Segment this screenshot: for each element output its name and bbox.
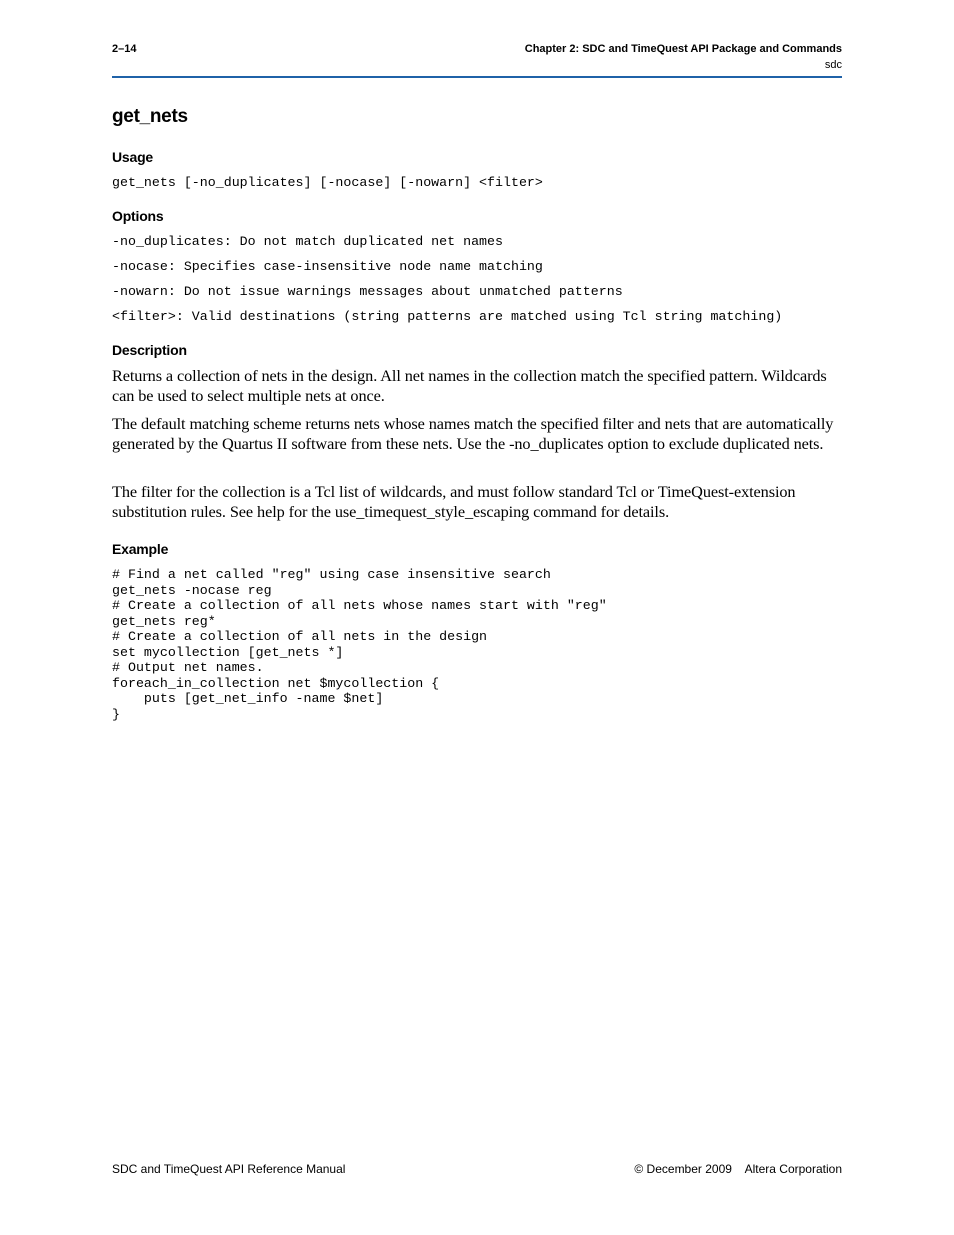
usage-heading: Usage (112, 149, 154, 165)
options-heading: Options (112, 208, 164, 224)
copyright: © December 2009 Altera Corporation (634, 1162, 842, 1176)
option-item: -no_duplicates: Do not match duplicated net names (112, 234, 503, 249)
option-item: -nowarn: Do not issue warnings messages about unmatched patterns (112, 284, 623, 299)
description-paragraph: Returns a collection of nets in the design. All net names in the collection match the specified pattern. Wildcards can be used to select multiple nets at once. (112, 366, 827, 405)
manual-title: SDC and TimeQuest API Reference Manual (112, 1162, 346, 1176)
description-paragraph: The default matching scheme returns nets whose names match the specified filter and nets that are automatically generated by the Quartus II software from these nets. Use the -no_duplicates option to exclude duplicated nets. (112, 414, 834, 453)
example-code: # Find a net called "reg" using case insensitive search get_nets -nocase reg # Create a collection of all nets whose names start with "reg" get_nets reg* # Create a collection of all nets in the design set mycollection [get_nets *] # Output net names. foreach_in_collection net $mycollection { puts [get_net_info -name $net] } (112, 567, 607, 722)
description-heading: Description (112, 342, 187, 358)
header-rule (112, 76, 842, 78)
option-item: -nocase: Specifies case-insensitive node name matching (112, 259, 543, 274)
option-item: <filter>: Valid destinations (string patterns are matched using Tcl string matching) (112, 309, 783, 324)
chapter-title: Chapter 2: SDC and TimeQuest API Package and Commands (524, 43, 842, 55)
page-number: 2–14 (112, 43, 137, 55)
description-paragraph: The filter for the collection is a Tcl list of wildcards, and must follow standard Tcl or TimeQuest-extension substitution rules. See help for the use_timequest_style_escaping command for details. (112, 482, 796, 521)
example-heading: Example (112, 541, 169, 557)
usage-syntax: get_nets [-no_duplicates] [-nocase] [-nowarn] <filter> (112, 175, 543, 190)
command-title: get_nets (112, 106, 188, 127)
section-name: sdc (824, 59, 842, 71)
